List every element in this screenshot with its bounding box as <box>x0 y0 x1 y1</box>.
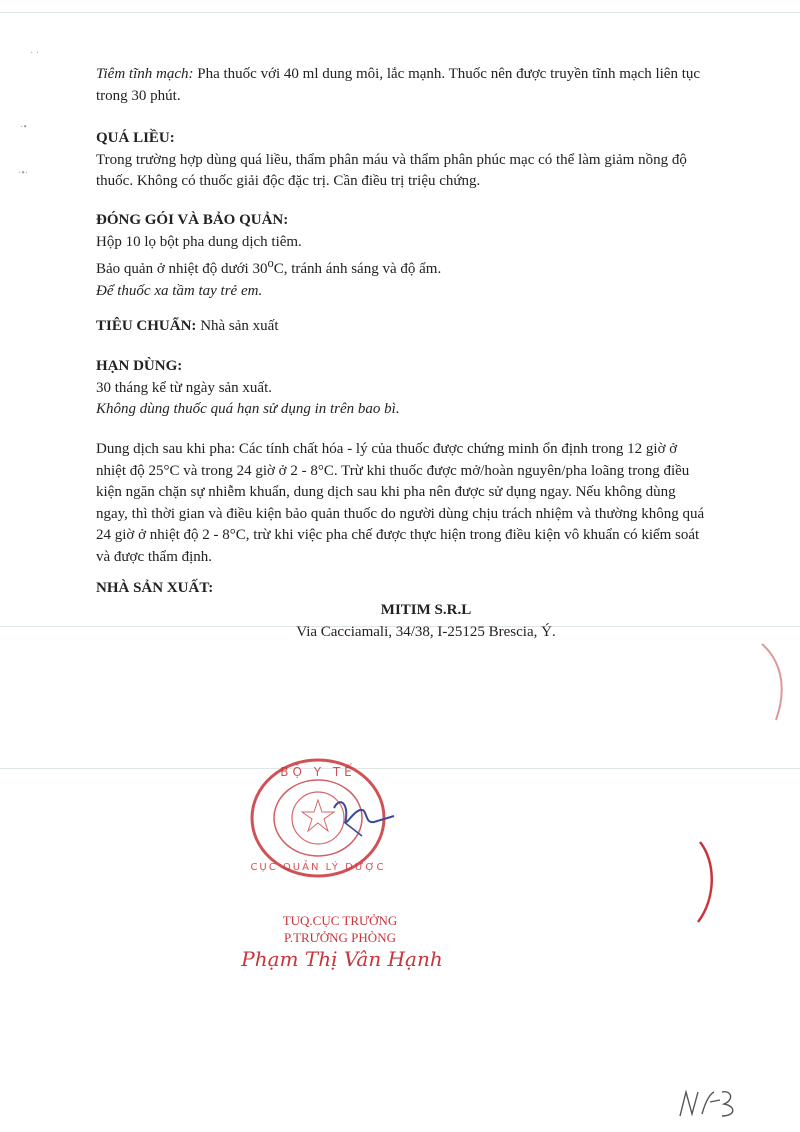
margin-speck: · · <box>30 48 40 59</box>
standard-heading: TIÊU CHUẨN: <box>96 318 197 334</box>
packaging-section <box>96 210 756 302</box>
partial-stamp-mark <box>690 838 720 928</box>
route-label: Tiêm tĩnh mạch: <box>96 66 194 82</box>
storage-text-2: C, tránh ánh sáng và độ ẩm. <box>273 261 442 277</box>
reconstituted-line: Dung dịch sau khi pha: Các tính chất hóa - lý của thuốc được chứng minh ổn định trong 12 giờ ở <box>96 441 678 457</box>
approval-title-1: TUQ.CỤC TRƯỞNG <box>282 913 398 928</box>
route-text: Pha thuốc với 40 ml dung môi, lắc mạnh. Thuốc nên được truyền tĩnh mạch liên tục <box>193 66 701 82</box>
overdose-heading: QUÁ LIỀU: <box>96 130 175 146</box>
packaging-line <box>96 253 756 281</box>
manufacturer-section <box>96 578 756 600</box>
margin-speck: ·•· <box>18 168 29 179</box>
overdose-section <box>96 128 756 193</box>
expiry-line: 30 tháng kể từ ngày sản xuất. <box>96 379 273 396</box>
ministry-seal-stamp <box>244 752 404 892</box>
overdose-line: thuốc. Không có thuốc giải độc đặc trị. Cần điều trị triệu chứng. <box>96 173 481 189</box>
handwritten-initials <box>676 1080 756 1124</box>
approval-title-2: P.TRƯỞNG PHÒNG <box>284 930 396 945</box>
standard-section <box>96 316 756 338</box>
packaging-line: Để thuốc xa tầm tay trẻ em. <box>96 282 263 299</box>
packaging-line: Hộp 10 lọ bột pha dung dịch tiêm. <box>96 233 302 250</box>
degree-sup: o <box>267 256 274 270</box>
partial-stamp-mark <box>758 640 794 730</box>
margin-speck: ·• <box>20 122 27 133</box>
seal-emblem-icon <box>292 792 344 844</box>
route-text-2: trong 30 phút. <box>96 87 181 104</box>
svg-text:CỤC QUẢN LÝ DƯỢC: CỤC QUẢN LÝ DƯỢC <box>250 862 386 873</box>
standard-value: Nhà sản xuất <box>196 318 279 334</box>
svg-text:BỘ Y TẾ: BỘ Y TẾ <box>280 765 356 779</box>
reconstituted-line: nhiệt độ 25°C và trong 24 giờ ở 2 - 8°C. Trừ khi thuốc được mở/hoàn nguyên/pha loãng trong điều <box>96 462 690 479</box>
expiry-heading: HẠN DÙNG: <box>96 358 183 374</box>
reconstituted-line: kiện ngăn chặn sự nhiễm khuẩn, dung dịch sau khi pha nên được sử dụng ngay. Nếu không dùng <box>96 484 676 500</box>
reconstituted-line: và được thẩm định. <box>96 548 213 565</box>
overdose-line: Trong trường hợp dùng quá liều, thẩm phân máu và thẩm phân phúc mạc có thể làm giảm nồng độ <box>96 151 687 168</box>
reconstituted-line: ngay, thì thời gian và điều kiện bảo quản thuốc do người dùng chịu trách nhiệm và thường không quá <box>96 505 705 522</box>
manufacturer-heading: NHÀ SẢN XUẤT: <box>96 580 214 596</box>
route-section <box>96 64 756 107</box>
expiry-line: Không dùng thuốc quá hạn sử dụng in trên bao bì. <box>96 401 400 417</box>
reconstituted-section <box>96 439 756 568</box>
packaging-heading: ĐÓNG GÓI VÀ BẢO QUẢN: <box>96 212 289 228</box>
signer-name: Phạm Thị Vân Hạnh <box>241 947 443 971</box>
manufacturer-name: MITIM S.R.L <box>380 602 472 618</box>
storage-text: Bảo quản ở nhiệt độ dưới 30 <box>96 261 268 277</box>
scan-line <box>0 12 800 13</box>
manufacturer-address: Via Cacciamali, 34/38, I-25125 Brescia, Ý. <box>296 624 556 640</box>
reconstituted-line: 24 giờ ở nhiệt độ 2 - 8°C, trừ khi việc pha chế được thực hiện trong điều kiện vô khuẩn có kiểm soát <box>96 527 700 543</box>
expiry-section <box>96 356 756 421</box>
